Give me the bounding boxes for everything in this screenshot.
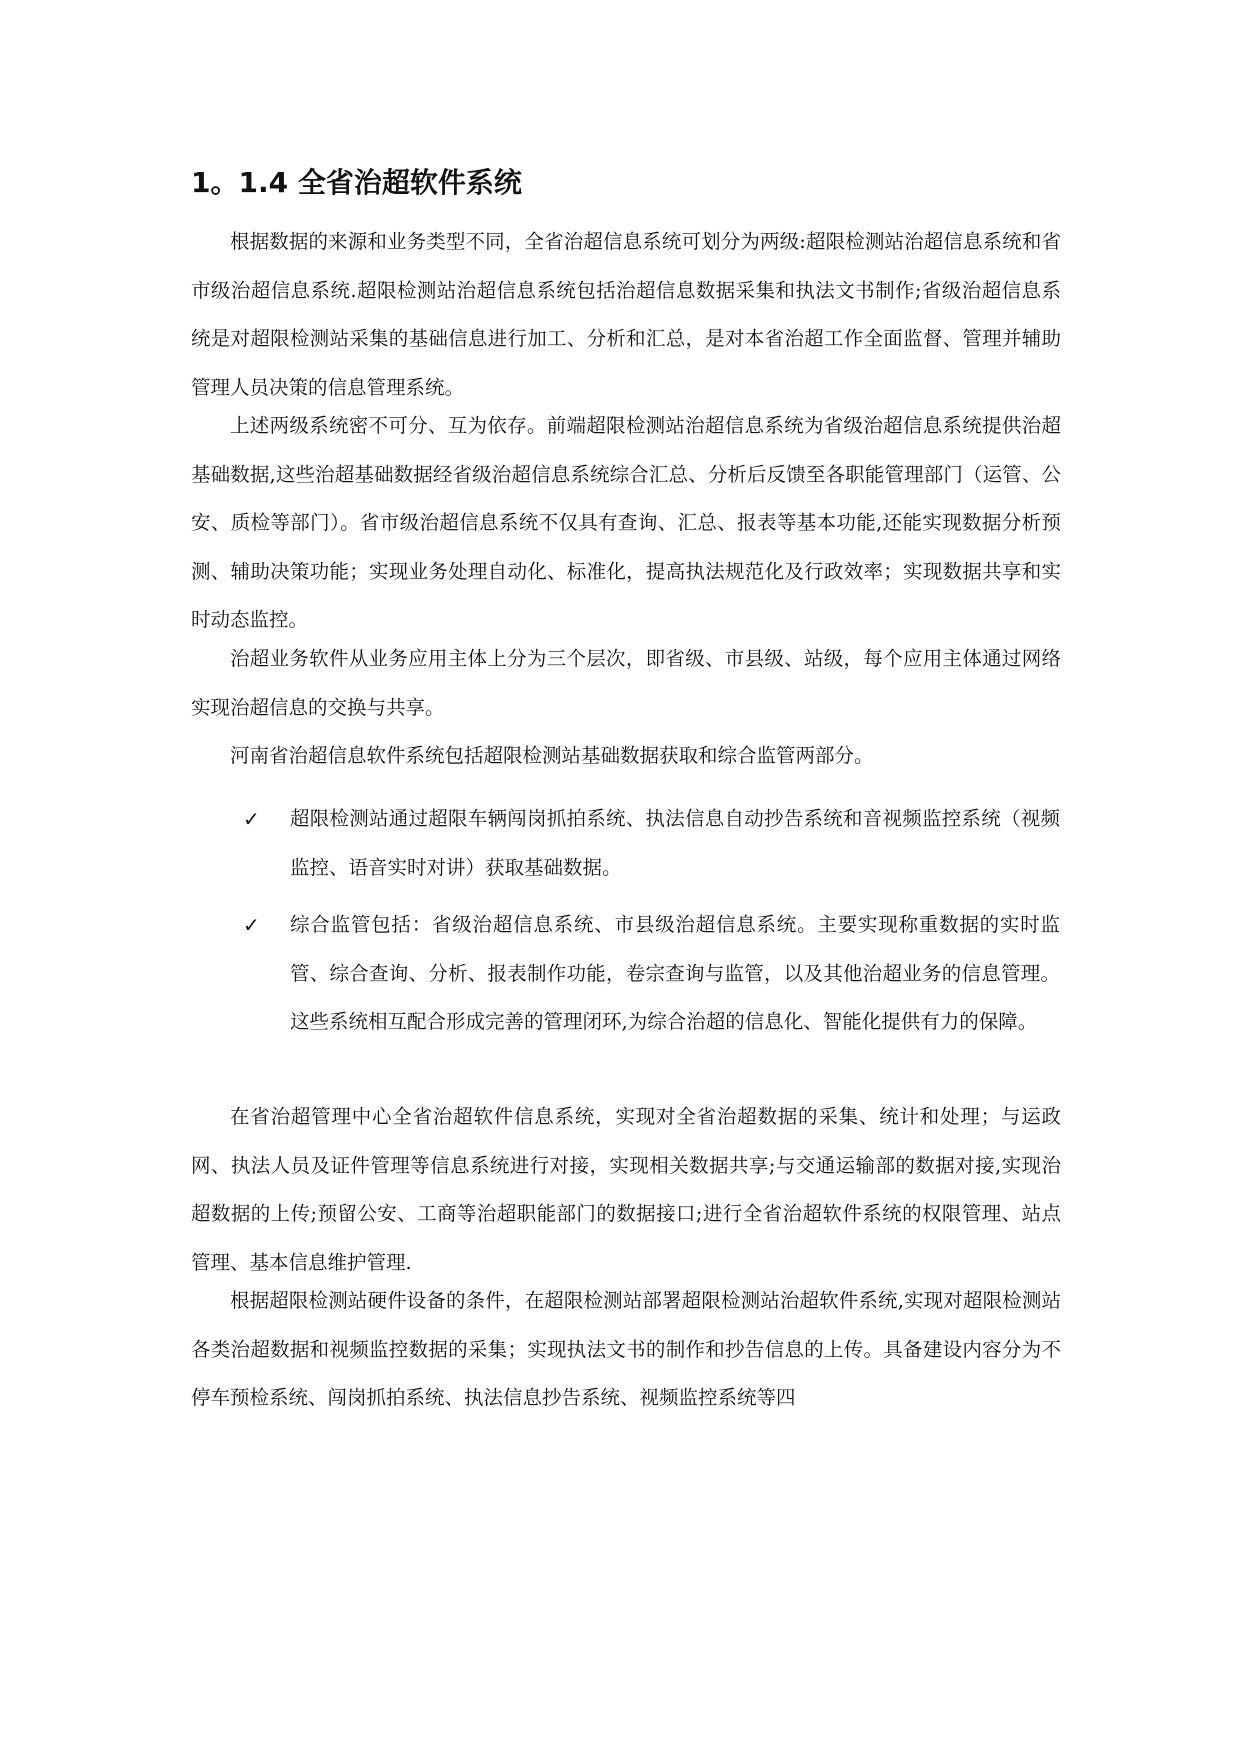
paragraph-henan-system: 河南省治超信息软件系统包括超限检测站基础数据获取和综合监管两部分。 [230, 744, 874, 767]
checkmark-icon: ✓ [243, 913, 260, 937]
bullet-item [243, 795, 1061, 892]
paragraph-three-levels: 治超业务软件从业务应用主体上分为三个层次，即省级、市县级、站级，每个应用主体通过网络实现治超信息的交换与共享。 [191, 647, 1061, 719]
bullet-item [243, 901, 1061, 1047]
bullet-text: 超限检测站通过超限车辆闯岗抓拍系统、执法信息自动抄告系统和音视频监控系统（视频监控、语音实时对讲）获取基础数据。 [290, 807, 1060, 879]
paragraph-station-deployment: 根据超限检测站硬件设备的条件，在超限检测站部署超限检测站治超软件系统,实现对超限检测站各类治超数据和视频监控数据的采集；实现执法文书的制作和抄告信息的上传。具备建设内容分为不停车预检系统、闯岗抓拍系统、执法信息抄告系统、视频监控系统等四 [191, 1289, 1061, 1409]
paragraph-provincial-center: 在省治超管理中心全省治超软件信息系统，实现对全省治超数据的采集、统计和处理；与运政网、执法人员及证件管理等信息系统进行对接，实现相关数据共享;与交通运输部的数据对接,实现治超数据的上传;预留公安、工商等治超职能部门的数据接口;进行全省治超软件系统的权限管理、站点管理、基本信息维护管理. [191, 1105, 1061, 1274]
bullet-text: 综合监管包括：省级治超信息系统、市县级治超信息系统。主要实现称重数据的实时监管、综合查询、分析、报表制作功能，卷宗查询与监管，以及其他治超业务的信息管理。这些系统相互配合形成完善的管理闭环,为综合治超的信息化、智能化提供有力的保障。 [290, 913, 1060, 1033]
paragraph-two-level-system: 根据数据的来源和业务类型不同，全省治超信息系统可划分为两级:超限检测站治超信息系统和省市级治超信息系统.超限检测站治超信息系统包括治超信息数据采集和执法文书制作;省级治超信息系统是对超限检测站采集的基础信息进行加工、分析和汇总，是对本省治超工作全面监督、管理并辅助管理人员决策的信息管理系统。 [191, 230, 1061, 399]
paragraph-interdependence: 上述两级系统密不可分、互为依存。前端超限检测站治超信息系统为省级治超信息系统提供治超基础数据,这些治超基础数据经省级治超信息系统综合汇总、分析后反馈至各职能管理部门（运管、公安、质检等部门）。省市级治超信息系统不仅具有查询、汇总、报表等基本功能,还能实现数据分析预测、辅助决策功能；实现业务处理自动化、标准化，提高执法规范化及行政效率；实现数据共享和实时动态监控。 [191, 414, 1061, 631]
section-heading: 1。1.4 全省治超软件系统 [191, 166, 522, 199]
checkmark-icon: ✓ [243, 807, 260, 831]
